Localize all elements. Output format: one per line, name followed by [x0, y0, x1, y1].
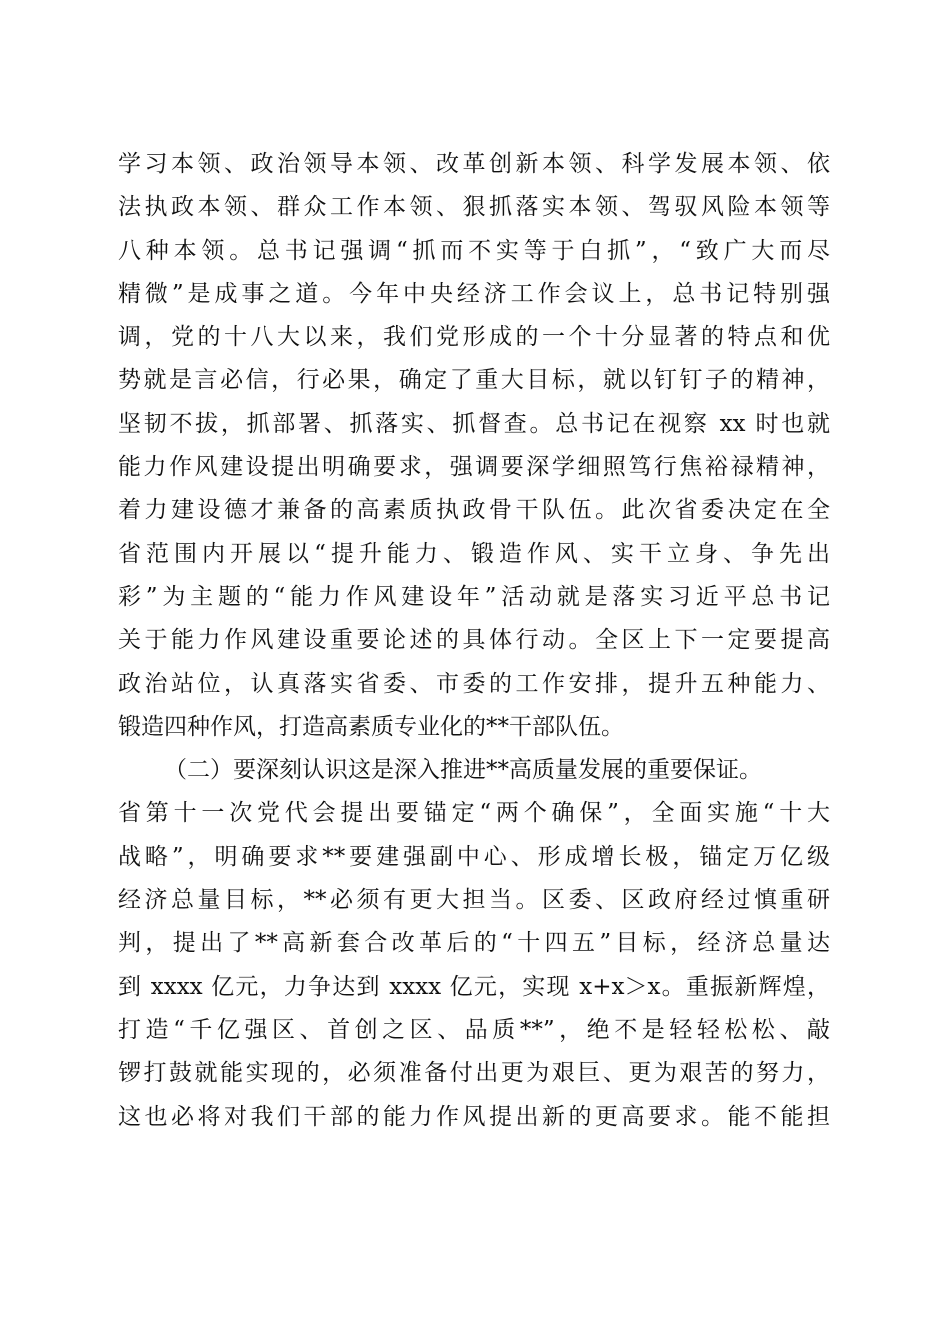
- text-line: 能力作风建设提出明确要求，强调要深学细照笃行焦裕禄精神，: [118, 454, 830, 481]
- text-line: 锻造四种作风，打造高素质专业化的**干部队伍。: [118, 713, 624, 740]
- text-line: 省第十一次党代会提出要锚定“两个确保”，全面实施“十大: [118, 800, 830, 827]
- text-line: 学习本领、政治领导本领、改革创新本领、科学发展本领、依: [118, 151, 830, 177]
- text-line: 打造“千亿强区、首创之区、品质**”，绝不是轻轻松松、敲: [118, 1016, 830, 1043]
- text-line: 关于能力作风建设重要论述的具体行动。全区上下一定要提高: [118, 627, 830, 654]
- text-line: 政治站位，认真落实省委、市委的工作安排，提升五种能力、: [118, 670, 830, 697]
- text-line: 着力建设德才兼备的高素质执政骨干队伍。此次省委决定在全: [118, 497, 830, 524]
- text-line: 战略”，明确要求**要建强副中心、形成增长极，锚定万亿级: [118, 843, 830, 870]
- text-line: 经济总量目标，**必须有更大担当。区委、区政府经过慎重研: [118, 887, 830, 914]
- text-line: 到 xxxx 亿元，力争达到 xxxx 亿元，实现 x+x＞x。重振新辉煌，: [118, 973, 830, 1000]
- text-line: 这也必将对我们干部的能力作风提出新的更高要求。能不能担: [118, 1103, 830, 1130]
- text-line: 精微”是成事之道。今年中央经济工作会议上，总书记特别强: [118, 280, 830, 307]
- text-line: 坚韧不拔，抓部署、抓落实、抓督查。总书记在视察 xx 时也就: [118, 410, 830, 437]
- text-line: 势就是言必信，行必果，确定了重大目标，就以钉钉子的精神，: [118, 367, 830, 394]
- text-line: 法执政本领、群众工作本领、狠抓落实本领、驾驭风险本领等: [118, 194, 830, 221]
- text-line: 彩”为主题的“能力作风建设年”活动就是落实习近平总书记: [118, 583, 830, 610]
- text-line: 锣打鼓就能实现的，必须准备付出更为艰巨、更为艰苦的努力，: [118, 1060, 830, 1087]
- text-line: 八种本领。总书记强调“抓而不实等于白抓”，“致广大而尽: [118, 237, 830, 264]
- section-heading: （二）要深刻认识这是深入推进**高质量发展的重要保证。: [164, 757, 762, 784]
- body-text: [118, 143, 830, 1139]
- text-line: 省范围内开展以“提升能力、锻造作风、实干立身、争先出: [118, 540, 830, 567]
- text-line: 判，提出了**高新套合改革后的“十四五”目标，经济总量达: [118, 930, 830, 957]
- text-line: 调，党的十八大以来，我们党形成的一个十分显著的特点和优: [118, 324, 830, 351]
